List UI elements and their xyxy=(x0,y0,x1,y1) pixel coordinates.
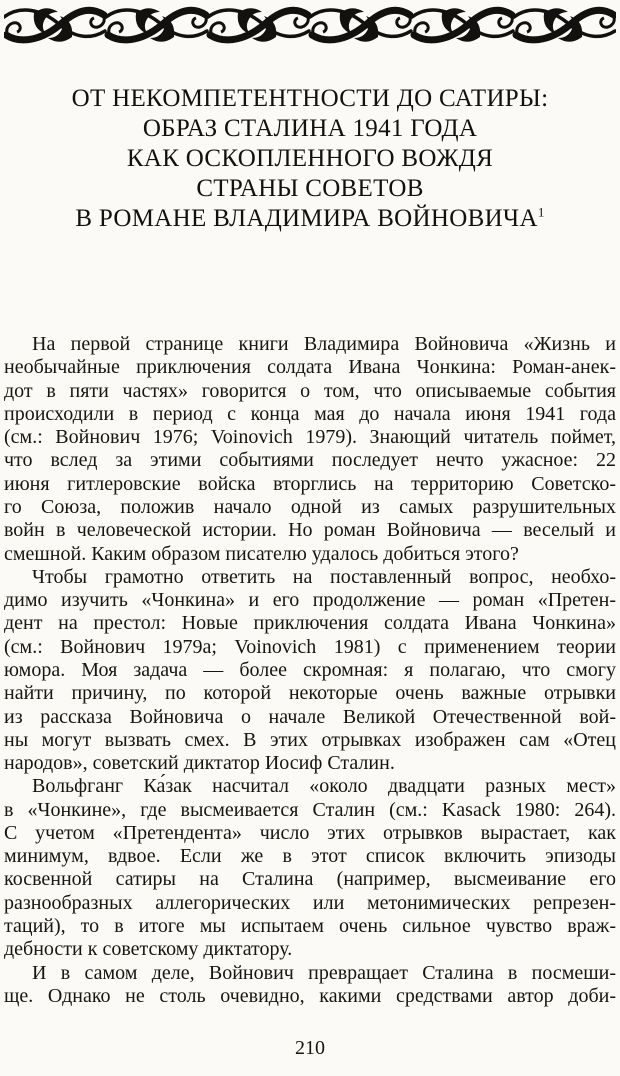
text-line: ще. Однако не столь очевидно, какими средствами автор доби- xyxy=(4,984,616,1007)
text-line: что вслед за этими событиями последует нечто ужасное: 22 xyxy=(4,449,616,472)
text-line: дент на престол: Новые приключения солдата Ивана Чонкина» xyxy=(4,612,616,635)
paragraph xyxy=(4,333,616,566)
chapter-title xyxy=(0,84,620,234)
text-line: в «Чонкине», где высмеивается Сталин (см.: Kasack 1980: 264). xyxy=(4,798,616,821)
paragraph xyxy=(4,962,616,1009)
title-line: КАК ОСКОПЛЕННОГО ВОЖДЯ xyxy=(126,145,494,172)
footnote-marker: 1 xyxy=(537,204,545,220)
text-line: разнообразных аллегорических или метонимических репрезен- xyxy=(4,891,616,914)
text-line: юмора. Моя задача — более скромная: я полагаю, что смогу xyxy=(4,658,616,681)
text-line: найти причину, по которой некоторые очень важные отрывки xyxy=(4,682,616,705)
text-line: войн в человеческой истории. Но роман Войновича — веселый и xyxy=(4,519,616,542)
text-line: смешной. Каким образом писателю удалось добиться этого? xyxy=(4,542,519,565)
text-line: димо изучить «Чонкина» и его продолжение — роман «Претен- xyxy=(4,589,616,612)
title-line: ОТ НЕКОМПЕТЕНТНОСТИ ДО САТИРЫ: xyxy=(71,85,549,112)
title-line: СТРАНЫ СОВЕТОВ xyxy=(196,175,424,202)
title-line: ОБРАЗ СТАЛИНА 1941 ГОДА xyxy=(142,115,478,142)
text-line: минимум, вдвое. Если же в этот список включить эпизоды xyxy=(4,845,616,868)
text-line: (см.: Войнович 1979а; Voinovich 1981) с применением теории xyxy=(4,635,616,658)
text-line: И в самом деле, Войнович превращает Сталина в посмеши- xyxy=(32,961,616,984)
text-line: дебности к советскому диктатору. xyxy=(4,938,293,961)
text-line: го Союза, положив начало одной из самых разрушительных xyxy=(4,495,616,518)
paragraph xyxy=(4,566,616,776)
text-line: июня гитлеровские войска вторглись на территорию Советско- xyxy=(4,472,616,495)
text-line: Вольфганг Ка́зак насчитал «около двадцати разных мест» xyxy=(32,775,616,798)
title-line: В РОМАНЕ ВЛАДИМИРА ВОЙНОВИЧА$^1$ xyxy=(75,204,545,232)
paragraph xyxy=(4,775,616,961)
text-line: таций), то в итоге мы испытаем очень сильное чувство враж- xyxy=(4,915,616,938)
text-line: происходили в период с конца мая до начала июня 1941 года xyxy=(4,402,616,425)
text-line: С учетом «Претендента» число этих отрывков вырастает, как xyxy=(4,821,616,844)
text-line: На первой странице книги Владимира Войновича «Жизнь и xyxy=(32,333,616,355)
text-line: ны могут вызвать смех. В этих отрывках изображен сам «Отец xyxy=(4,728,616,751)
body-text xyxy=(4,333,616,1008)
text-line: необычайные приключения солдата Ивана Чонкина: Роман-анек- xyxy=(4,356,616,379)
text-line: народов», советский диктатор Иосиф Сталин. xyxy=(4,752,395,775)
text-line: Чтобы грамотно ответить на поставленный вопрос, необхо- xyxy=(32,565,616,588)
text-line: дот в пяти частях» говорится о том, что описываемые события xyxy=(4,379,616,402)
page-number: 210 xyxy=(295,1037,325,1059)
text-line: (см.: Войнович 1976; Voinovich 1979). Знающий читатель поймет, xyxy=(4,426,616,449)
floral-scroll-ornament xyxy=(4,2,616,48)
text-line: из рассказа Войновича о начале Великой Отечественной вой- xyxy=(4,705,616,728)
text-line: косвенной сатиры на Сталина (например, высмеивание его xyxy=(4,868,616,891)
